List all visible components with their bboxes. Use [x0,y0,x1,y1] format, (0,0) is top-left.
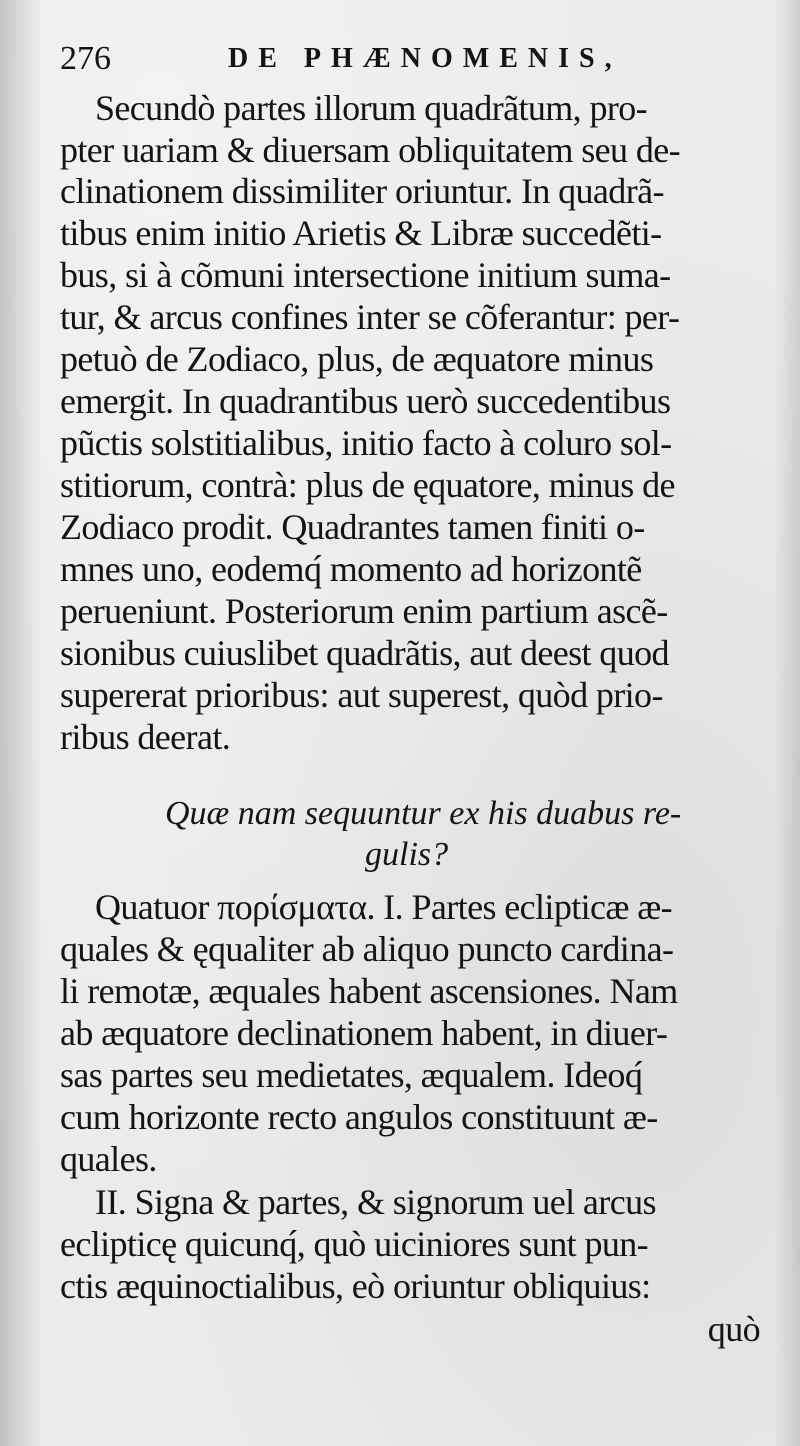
catchword: quò [707,1309,760,1349]
text-line: bus, si à cõmuni interse​ctione initium suma- [60,255,671,295]
section-heading-continued: gulis? [365,836,449,873]
text-line: sas partes seu medietates, æqualem. Ideoq́ [60,1055,643,1095]
text-line: ribus deerat. [60,717,231,757]
text-line: ab æquatore declinationem habent, in diuer- [60,1013,668,1053]
text-line: Secundò partes illorum quadrãtum, pro- [95,88,648,128]
text-line: emergit. In quadrantibus uerò succedentibus [60,381,671,421]
page-number: 276 [60,40,111,77]
text-line: Zodiaco prodit. Quadrantes tamen finiti o- [60,507,645,547]
text-line: supererat prioribus: aut superest, quòd prio- [60,675,663,715]
text-line: mnes uno, eodemq́ momento ad horizontẽ [60,549,642,589]
text-line: pũctis solstitialibus, initio facto à coluro sol- [60,423,672,463]
text-line: eclipticę quicunq́, quò uiciniores sunt pun- [60,1224,649,1264]
text-line: clinationem dissimiliter oriuntur. In quadrã- [60,171,664,211]
text-line: quales & ęqualiter ab aliquo puncto cardina- [60,929,674,969]
text-line: II. Signa & partes, & signorum uel arcus [95,1182,656,1222]
text-line: sionibus cuiuslibet quadrãtis, aut deest quod [60,633,669,673]
section-heading: Quæ nam sequuntur ex his duabus re- [165,795,682,832]
page-edge-shadow [774,0,800,1446]
text-line: quales. [60,1139,157,1179]
text-line: tur, & arcus confines inter se cõferantur: per- [60,297,680,337]
text-line: stitiorum, contrà: plus de ęquatore, minus de [60,465,675,505]
text-line: Quatuor πορίσματα. I. Partes eclipticæ æ- [95,887,673,927]
text-line: perueniunt. Posteriorum enim partium ascẽ- [60,591,668,631]
running-title: DE PHÆNOMENIS, [228,43,622,74]
text-line: li remotæ, æquales habent ascensiones. Nam [60,971,678,1011]
text-line: tibus enim initio Arietis & Libræ succedẽti- [60,213,662,253]
text-line: petuò de Zodiaco, plus, de æquatore minus [60,339,654,379]
page-gutter-shadow [0,0,42,1446]
text-line: cum horizonte recto angulos constituunt æ- [60,1097,658,1137]
text-line: ctis æquinoctialibus, eò oriuntur obliquius: [60,1266,651,1306]
running-head [60,34,740,84]
text-line: pter uariam & diuersam obliquitatem seu de- [60,130,681,170]
